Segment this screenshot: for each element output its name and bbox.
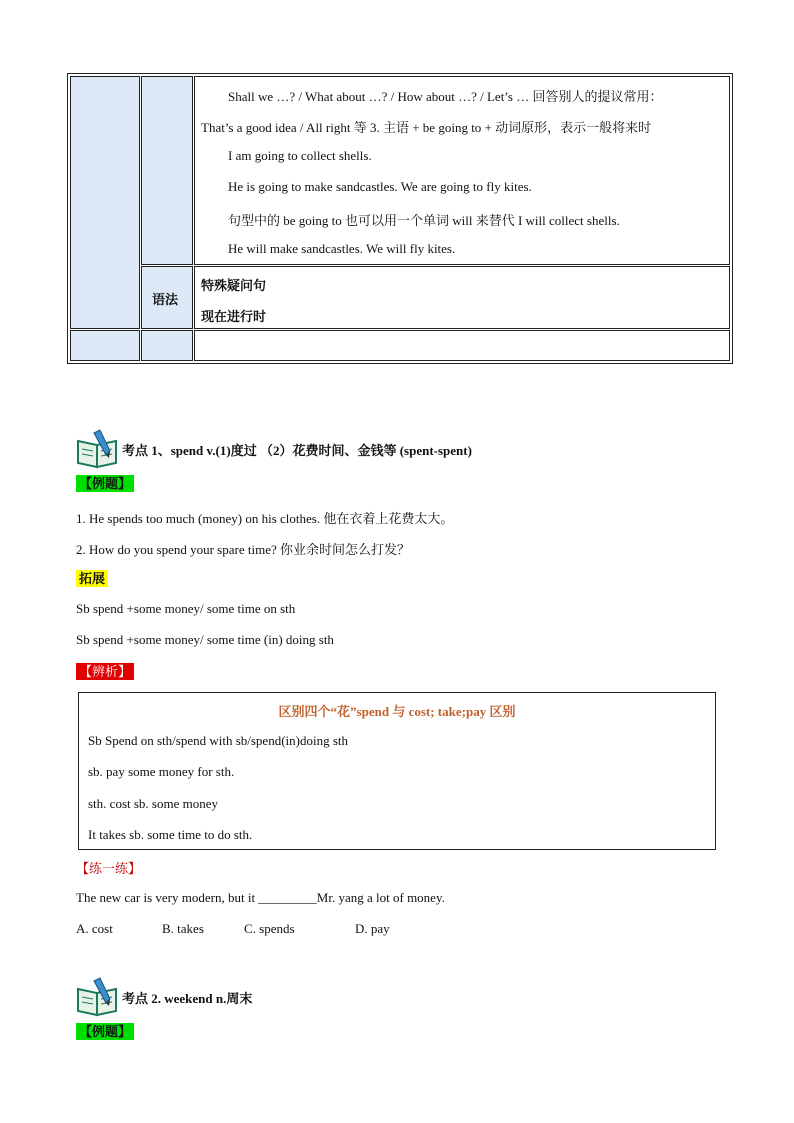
notebook-pencil-icon — [76, 429, 120, 467]
comparison-box — [78, 692, 716, 850]
option-c: C. spends — [244, 921, 295, 936]
comparison-line-1: Sb Spend on sth/spend with sb/spend(in)doing sth — [88, 733, 349, 748]
table-line-2: That’s a good idea / All right 等 3. 主语 + be going to + 动词原形，表示一般将来时 — [201, 120, 652, 135]
comparison-box-title: 区别四个“花”spend 与 cost; take;pay 区别 — [278, 704, 516, 719]
grammar-item-2: 现在进行时 — [201, 309, 267, 324]
grammar-label: 语法 — [152, 292, 179, 307]
notebook-pencil-icon — [76, 977, 120, 1015]
section1-extend-line-1: Sb spend +some money/ some time on sth — [76, 601, 296, 616]
table-line-6: He will make sandcastles. We will fly kites. — [228, 241, 456, 256]
section1-title: 考点 1、spend v.(1)度过 （2）花费时间、金钱等 (spent-spent) — [122, 443, 472, 458]
table-line-5: 句型中的 be going to 也可以用一个单词 will 来替代 I will collect shells. — [228, 213, 620, 228]
table-col-a-main — [70, 76, 140, 329]
section1-example-2: 2. How do you spend your spare time? 你业余时间怎么打发？ — [76, 542, 410, 557]
practice-question: The new car is very modern, but it _________Mr. yang a lot of money. — [76, 890, 445, 905]
section1-analysis-tag: 【辨析】 — [76, 663, 134, 680]
table-line-3: I am going to collect shells. — [228, 148, 372, 163]
table-line-4: He is going to make sandcastles. We are going to fly kites. — [228, 179, 532, 194]
option-a: A. cost — [76, 921, 113, 936]
section1-example-1: 1. He spends too much (money) on his clothes. 他在衣着上花费太大。 — [76, 511, 454, 526]
table-col-b-bottom — [141, 330, 193, 361]
section1-practice-tag: 【练一练】 — [76, 861, 142, 876]
table-empty-cell — [194, 330, 730, 361]
section1-extend-line-2: Sb spend +some money/ some time (in) doing sth — [76, 632, 334, 647]
comparison-line-3: sth. cost sb. some money — [88, 796, 218, 811]
section1-example-tag: 【例题】 — [76, 475, 134, 492]
section1-extend-tag: 拓展 — [76, 570, 108, 587]
section2-title: 考点 2. weekend n.周末 — [122, 991, 253, 1006]
table-grammar-cell — [194, 266, 730, 329]
table-col-b-top — [141, 76, 193, 265]
option-b: B. takes — [162, 921, 204, 936]
table-line-1: Shall we …? / What about …? / How about …? / Let’s … 回答别人的提议常用： — [228, 89, 663, 104]
comparison-line-4: It takes sb. some time to do sth. — [88, 827, 253, 842]
option-d: D. pay — [355, 921, 390, 936]
section2-example-tag: 【例题】 — [76, 1023, 134, 1040]
table-col-a-bottom — [70, 330, 140, 361]
grammar-item-1: 特殊疑问句 — [201, 278, 267, 293]
comparison-line-2: sb. pay some money for sth. — [88, 764, 235, 779]
